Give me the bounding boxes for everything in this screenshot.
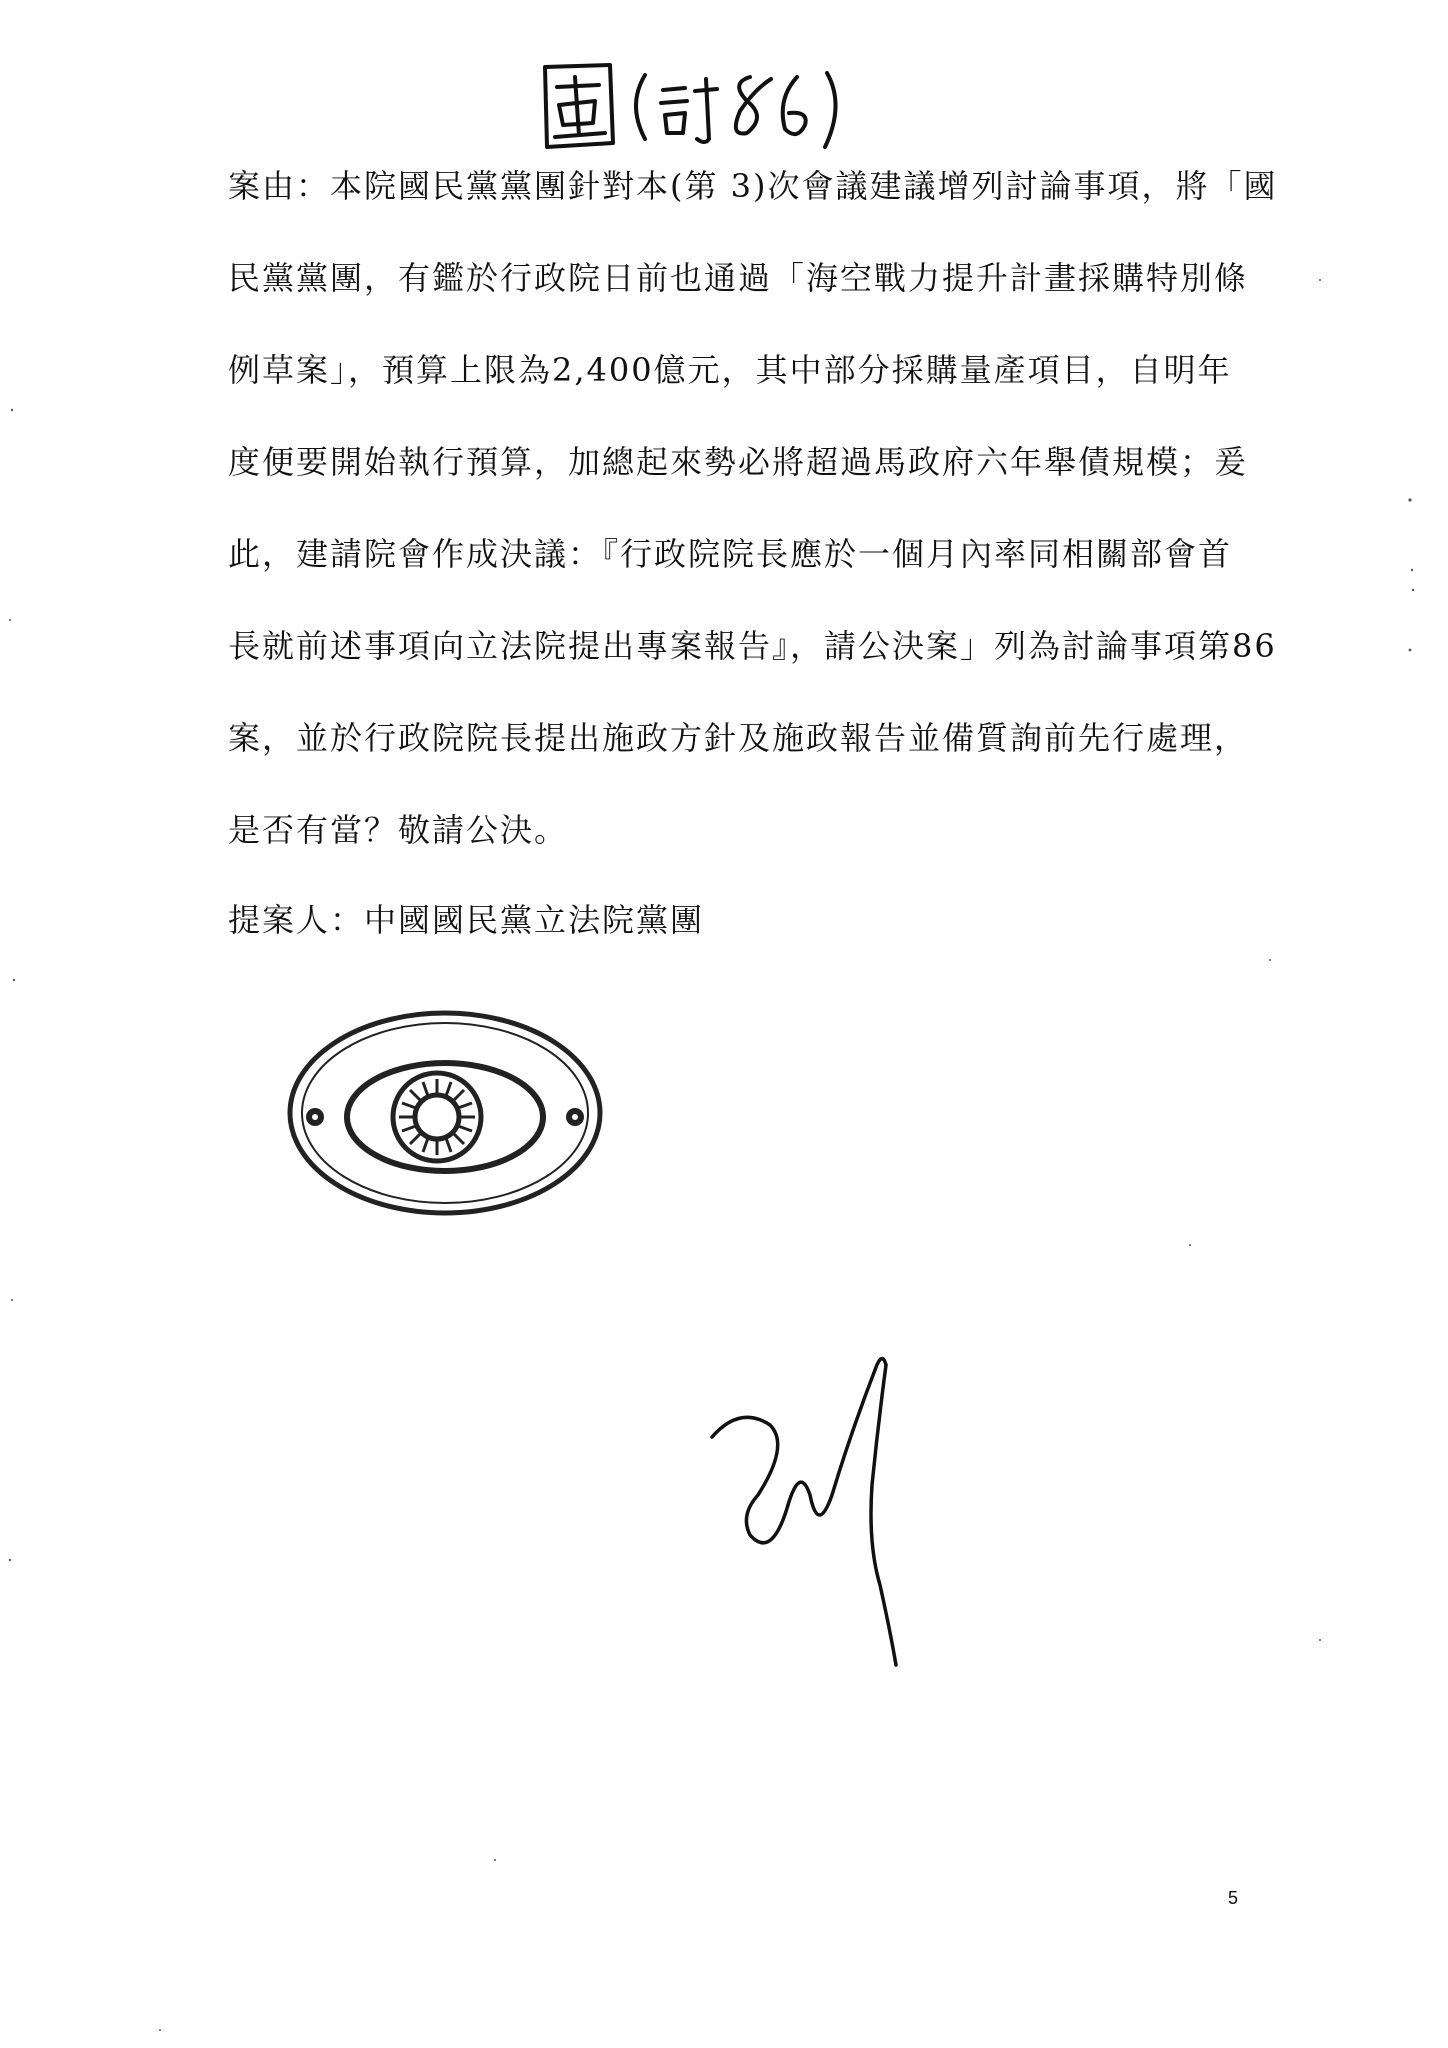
proposer-line: 提案人：中國國民黨立法院黨團 <box>228 901 705 939</box>
body-line: 是否有當？敬請公決。 <box>228 811 569 849</box>
body-line: 度便要開始執行預算，加總起來勢必將超過馬政府六年舉債規模；爰 <box>228 443 1249 481</box>
body-line: 案由：本院國民黨黨團針對本(第 3)次會議建議增列討論事項，將「國 <box>228 167 1278 205</box>
party-seal-stamp <box>285 1005 605 1220</box>
proposal-body <box>228 140 1278 876</box>
body-line: 例草案」，預算上限為2,400億元，其中部分採購量產項目，自明年 <box>228 351 1232 389</box>
page-number: 5 <box>1228 1888 1239 1908</box>
body-line: 民黨黨團，有鑑於行政院日前也通過「海空戰力提升計畫採購特別條 <box>228 259 1249 297</box>
body-line: 案，並於行政院院長提出施政方針及施政報告並備質詢前先行處理， <box>228 719 1249 757</box>
body-line: 此，建請院會作成決議：『行政院院長應於一個月內率同相關部會首 <box>228 535 1233 573</box>
handwritten-signature <box>700 1345 960 1675</box>
body-line: 長就前述事項向立法院提出專案報告』，請公決案」列為討論事項第86 <box>228 627 1277 665</box>
